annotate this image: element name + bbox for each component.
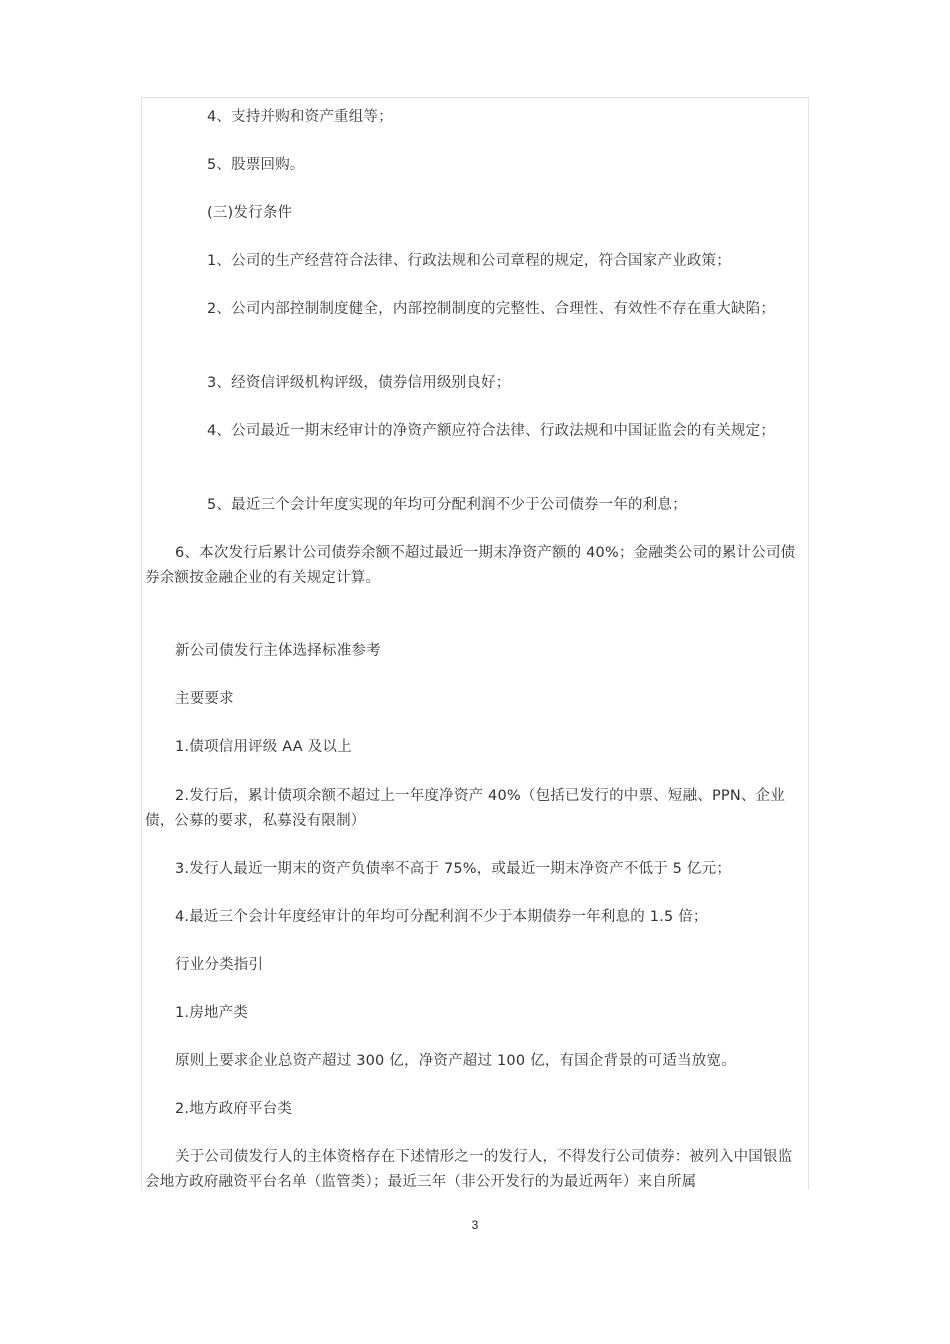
heading-issuer-selection: 新公司债发行主体选择标准参考 xyxy=(175,643,381,659)
item-4-support: 4、支持并购和资产重组等； xyxy=(207,109,393,125)
industry-1-text: 原则上要求企业总资产超过 300 亿，净资产超过 100 亿，有国企背景的可适当放宽。 xyxy=(175,1053,736,1069)
heading-industry-guide: 行业分类指引 xyxy=(175,957,264,973)
condition-1: 1、公司的生产经营符合法律、行政法规和公司章程的规定，符合国家产业政策； xyxy=(207,253,731,269)
requirement-1: 1.债项信用评级 AA 及以上 xyxy=(175,739,352,755)
condition-4: 4、公司最近一期末经审计的净资产额应符合法律、行政法规和中国证监会的有关规定； xyxy=(207,423,776,439)
section-3-heading: (三)发行条件 xyxy=(207,205,293,221)
condition-2: 2、公司内部控制制度健全，内部控制制度的完整性、合理性、有效性不存在重大缺陷； xyxy=(207,301,776,317)
page-number: 3 xyxy=(471,1218,479,1232)
industry-2-text: 关于公司债发行人的主体资格存在下述情形之一的发行人，不得发行公司债券：被列入中国银监会地方政府融资平台名单（监管类）；最近三年（非公开发行的为最近两年）来自所属 xyxy=(145,1149,793,1190)
heading-main-requirements: 主要要求 xyxy=(175,691,234,707)
industry-1-real-estate: 1.房地产类 xyxy=(175,1005,249,1021)
item-5-buyback: 5、股票回购。 xyxy=(207,157,305,173)
condition-3: 3、经资信评级机构评级，债券信用级别良好； xyxy=(207,375,511,391)
industry-2-local-gov-platform: 2.地方政府平台类 xyxy=(175,1101,293,1117)
requirement-4: 4.最近三个会计年度经审计的年均可分配利润不少于本期债券一年利息的 1.5 倍； xyxy=(175,909,708,925)
condition-5: 5、最近三个会计年度实现的年均可分配利润不少于公司债券一年的利息； xyxy=(207,497,687,513)
requirement-2: 2.发行后，累计债项余额不超过上一年度净资产 40%（包括已发行的中票、短融、PPN、企业债，公募的要求，私募没有限制） xyxy=(145,788,786,829)
condition-6: 6、本次发行后累计公司债券余额不超过最近一期末净资产额的 40%；金融类公司的累计公司债券余额按金融企业的有关规定计算。 xyxy=(145,545,796,586)
requirement-3: 3.发行人最近一期末的资产负债率不高于 75%，或最近一期末净资产不低于 5 亿元； xyxy=(175,861,732,877)
